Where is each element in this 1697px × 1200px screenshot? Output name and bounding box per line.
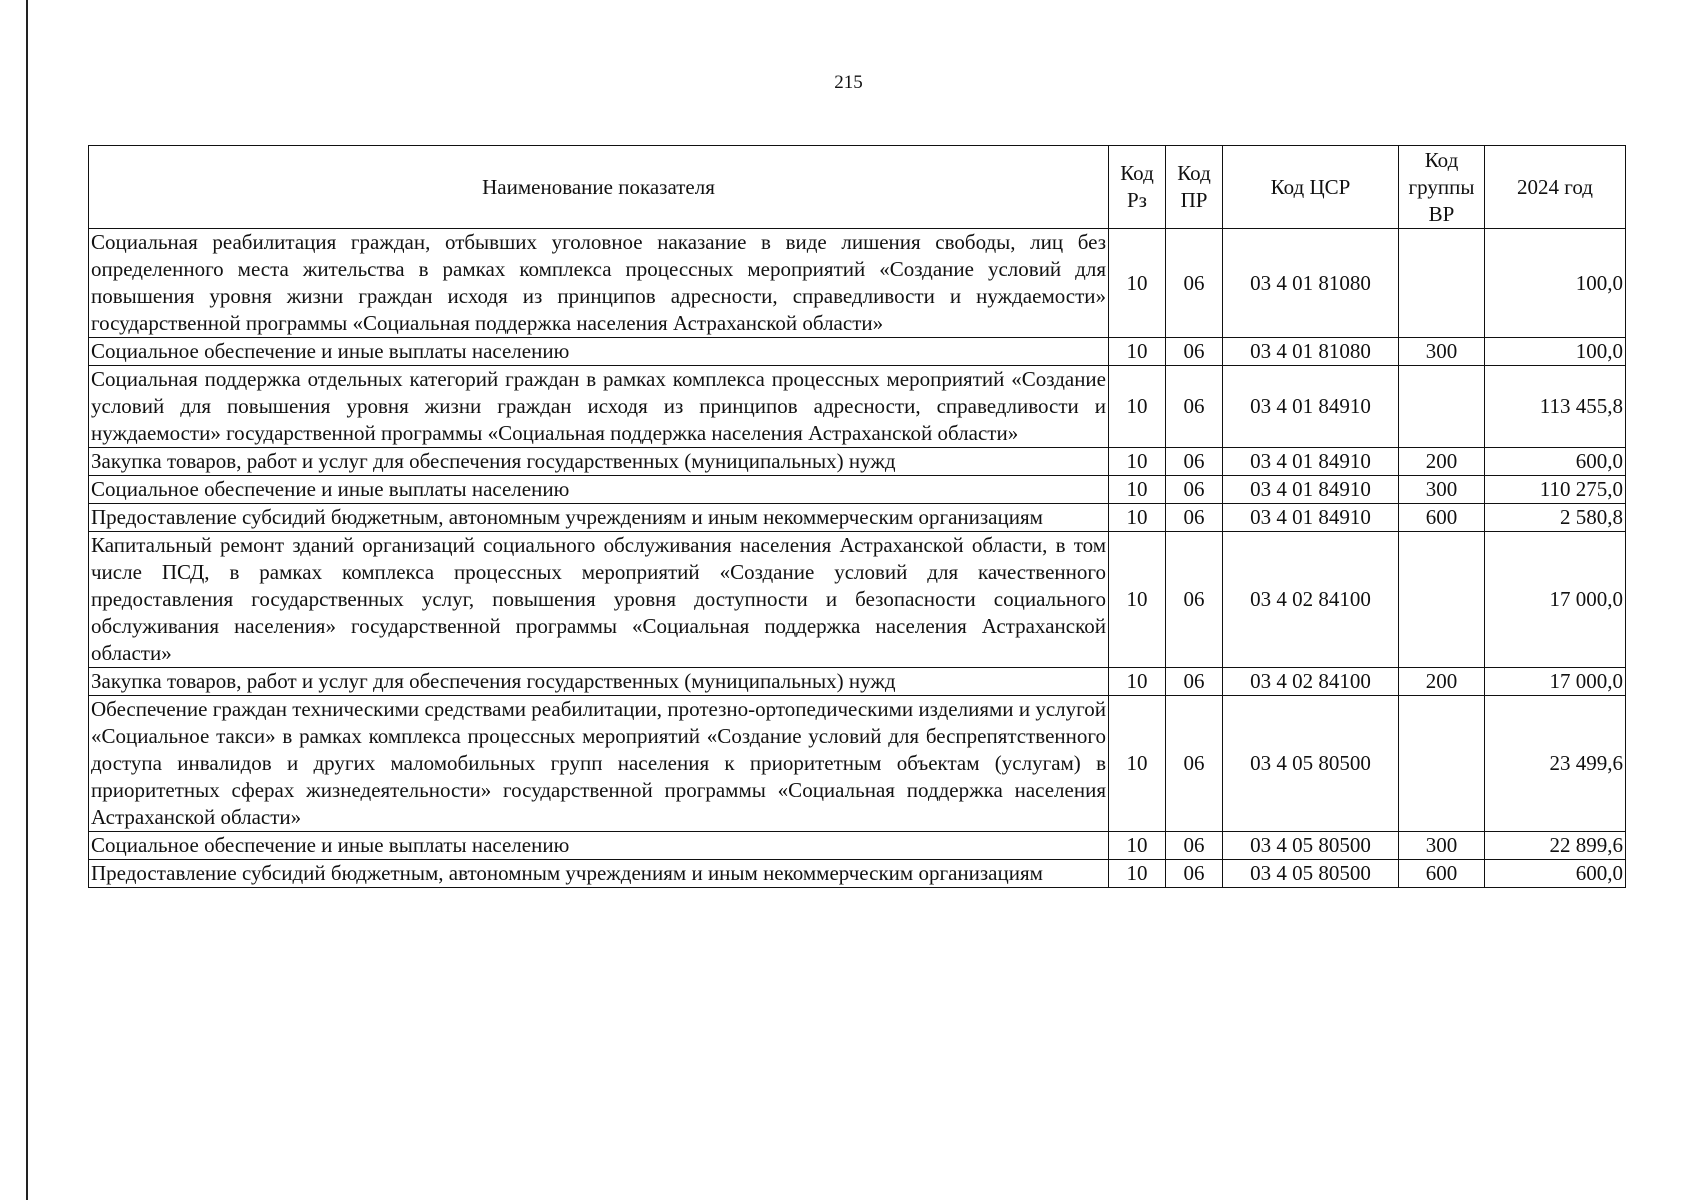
cell-csr: 03 4 01 84910 xyxy=(1223,366,1399,448)
cell-vr: 600 xyxy=(1399,504,1485,532)
cell-vr: 600 xyxy=(1399,860,1485,888)
header-rz: Код Рз xyxy=(1109,146,1166,229)
cell-rz: 10 xyxy=(1109,448,1166,476)
page-number: 215 xyxy=(834,72,863,93)
cell-pr: 06 xyxy=(1166,476,1223,504)
cell-amount: 100,0 xyxy=(1485,338,1626,366)
header-year: 2024 год xyxy=(1485,146,1626,229)
cell-vr: 200 xyxy=(1399,668,1485,696)
cell-vr xyxy=(1399,229,1485,338)
scan-edge-line xyxy=(26,0,28,1200)
table-row xyxy=(89,338,1626,366)
cell-name: Капитальный ремонт зданий организаций социального обслуживания населения Астраханской области, в том числе ПСД, в рамках комплекса процессных мероприятий «Создание условий для качественного предоставления государственных услуг, повышения уровня доступности и безопасности социального обслуживания населения» государственной программы «Социальная поддержка населения Астраханской области» xyxy=(89,532,1109,668)
header-pr: Код ПР xyxy=(1166,146,1223,229)
cell-pr: 06 xyxy=(1166,366,1223,448)
table-row xyxy=(89,448,1626,476)
cell-vr xyxy=(1399,366,1485,448)
cell-rz: 10 xyxy=(1109,668,1166,696)
cell-rz: 10 xyxy=(1109,476,1166,504)
cell-pr: 06 xyxy=(1166,696,1223,832)
cell-amount: 2 580,8 xyxy=(1485,504,1626,532)
header-csr: Код ЦСР xyxy=(1223,146,1399,229)
cell-rz: 10 xyxy=(1109,366,1166,448)
budget-table xyxy=(88,145,1626,888)
cell-amount: 113 455,8 xyxy=(1485,366,1626,448)
table-row xyxy=(89,668,1626,696)
cell-name: Предоставление субсидий бюджетным, автономным учреждениям и иным некоммерческим организациям xyxy=(89,860,1109,888)
header-vr: Код группы ВР xyxy=(1399,146,1485,229)
table-row xyxy=(89,504,1626,532)
cell-csr: 03 4 05 80500 xyxy=(1223,832,1399,860)
cell-amount: 22 899,6 xyxy=(1485,832,1626,860)
cell-rz: 10 xyxy=(1109,860,1166,888)
cell-vr xyxy=(1399,532,1485,668)
cell-vr: 300 xyxy=(1399,832,1485,860)
cell-name: Закупка товаров, работ и услуг для обеспечения государственных (муниципальных) нужд xyxy=(89,668,1109,696)
table-row xyxy=(89,832,1626,860)
cell-rz: 10 xyxy=(1109,229,1166,338)
cell-amount: 100,0 xyxy=(1485,229,1626,338)
cell-vr: 200 xyxy=(1399,448,1485,476)
table-row xyxy=(89,366,1626,448)
cell-pr: 06 xyxy=(1166,504,1223,532)
cell-pr: 06 xyxy=(1166,668,1223,696)
cell-amount: 17 000,0 xyxy=(1485,668,1626,696)
cell-csr: 03 4 02 84100 xyxy=(1223,532,1399,668)
cell-csr: 03 4 05 80500 xyxy=(1223,860,1399,888)
cell-csr: 03 4 05 80500 xyxy=(1223,696,1399,832)
cell-name: Социальная поддержка отдельных категорий граждан в рамках комплекса процессных мероприятий «Создание условий для повышения уровня жизни граждан исходя из принципов адресности, справедливости и нуждаемости» государственной программы «Социальная поддержка населения Астраханской области» xyxy=(89,366,1109,448)
cell-amount: 110 275,0 xyxy=(1485,476,1626,504)
cell-amount: 17 000,0 xyxy=(1485,532,1626,668)
cell-pr: 06 xyxy=(1166,448,1223,476)
cell-csr: 03 4 01 84910 xyxy=(1223,476,1399,504)
cell-pr: 06 xyxy=(1166,338,1223,366)
cell-pr: 06 xyxy=(1166,832,1223,860)
cell-name: Социальное обеспечение и иные выплаты населению xyxy=(89,338,1109,366)
cell-name: Обеспечение граждан техническими средствами реабилитации, протезно-ортопедическими изделиями и услугой «Социальное такси» в рамках комплекса процессных мероприятий «Создание условий для беспрепятственного доступа инвалидов и других маломобильных групп населения к приоритетным объектам (услугам) в приоритетных сферах жизнедеятельности» государственной программы «Социальная поддержка населения Астраханской области» xyxy=(89,696,1109,832)
table-row xyxy=(89,696,1626,832)
cell-rz: 10 xyxy=(1109,338,1166,366)
cell-rz: 10 xyxy=(1109,696,1166,832)
cell-vr: 300 xyxy=(1399,338,1485,366)
table-row xyxy=(89,532,1626,668)
cell-pr: 06 xyxy=(1166,229,1223,338)
header-name: Наименование показателя xyxy=(89,146,1109,229)
cell-pr: 06 xyxy=(1166,532,1223,668)
cell-csr: 03 4 01 84910 xyxy=(1223,504,1399,532)
cell-amount: 23 499,6 xyxy=(1485,696,1626,832)
cell-csr: 03 4 02 84100 xyxy=(1223,668,1399,696)
table-row xyxy=(89,229,1626,338)
cell-rz: 10 xyxy=(1109,832,1166,860)
cell-amount: 600,0 xyxy=(1485,448,1626,476)
cell-amount: 600,0 xyxy=(1485,860,1626,888)
cell-rz: 10 xyxy=(1109,532,1166,668)
cell-pr: 06 xyxy=(1166,860,1223,888)
table-body xyxy=(89,229,1626,888)
cell-rz: 10 xyxy=(1109,504,1166,532)
cell-name: Предоставление субсидий бюджетным, автономным учреждениям и иным некоммерческим организациям xyxy=(89,504,1109,532)
cell-name: Социальное обеспечение и иные выплаты населению xyxy=(89,476,1109,504)
cell-name: Социальное обеспечение и иные выплаты населению xyxy=(89,832,1109,860)
table-header xyxy=(89,146,1626,229)
cell-vr xyxy=(1399,696,1485,832)
cell-name: Социальная реабилитация граждан, отбывших уголовное наказание в виде лишения свободы, лиц без определенного места жительства в рамках комплекса процессных мероприятий «Создание условий для повышения уровня жизни граждан исходя из принципов адресности, справедливости и нуждаемости» государственной программы «Социальная поддержка населения Астраханской области» xyxy=(89,229,1109,338)
cell-name: Закупка товаров, работ и услуг для обеспечения государственных (муниципальных) нужд xyxy=(89,448,1109,476)
table-row xyxy=(89,476,1626,504)
table-row xyxy=(89,860,1626,888)
cell-csr: 03 4 01 81080 xyxy=(1223,229,1399,338)
cell-csr: 03 4 01 81080 xyxy=(1223,338,1399,366)
header-row xyxy=(89,146,1626,229)
cell-vr: 300 xyxy=(1399,476,1485,504)
cell-csr: 03 4 01 84910 xyxy=(1223,448,1399,476)
